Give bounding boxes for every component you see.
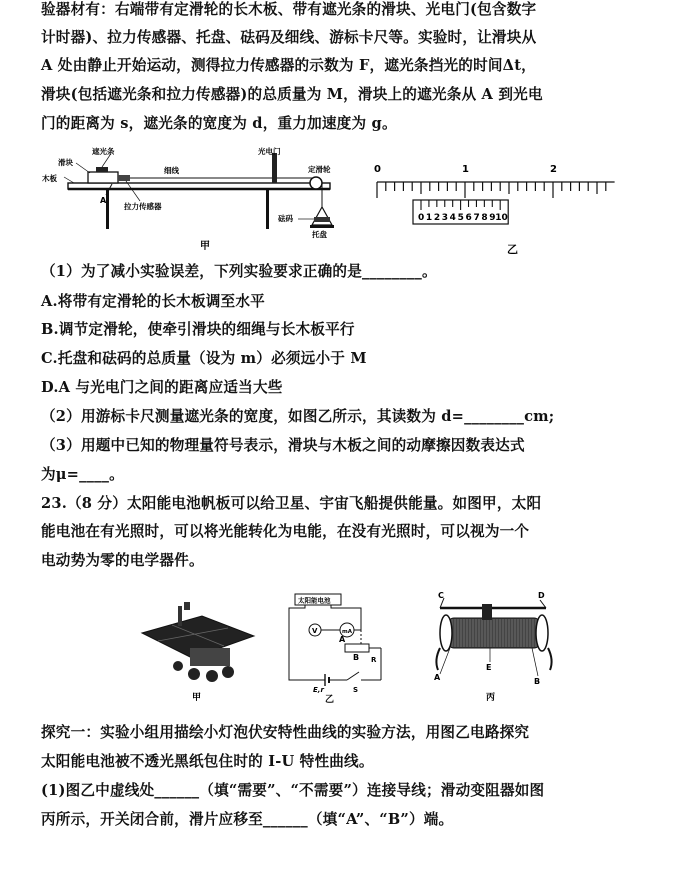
label-gate: 光电门 (258, 147, 281, 156)
explore-line-1: 探究一：实验小组用描绘小灯泡伏安特性曲线的实验方法，用图乙电路探究 (41, 724, 530, 741)
label-c: C (438, 591, 444, 600)
solar-rover-figure (132, 588, 262, 708)
vernier-scale-label: 10 (495, 213, 508, 223)
svg-text:B: B (353, 653, 360, 662)
label-tray: 托盘 (312, 230, 327, 239)
label-solar-cell: 太阳能电池 (298, 596, 331, 605)
label-re: E (486, 663, 492, 672)
option-a: A.将带有定滑轮的长木板调至水平 (41, 293, 265, 310)
svg-text:S: S (353, 686, 359, 694)
rover-wheel (188, 668, 200, 680)
main-scale-label: 0 (374, 164, 381, 175)
label-a: A (100, 196, 107, 205)
question-3: （3）用题中已知的物理量符号表示，滑块与木板之间的动摩擦因数表达式 (41, 437, 525, 454)
option-d: D.A 与光电门之间的距离应适当大些 (41, 379, 283, 396)
caption-bing: 丙 (486, 693, 496, 703)
shade-strip (96, 167, 108, 172)
vernier-scale-label: 1 (425, 213, 433, 223)
question-3-answer: 为μ=____。 (41, 466, 124, 483)
intro-line-4: 滑块(包括遮光条和拉力传感器)的总质量为 M，滑块上的遮光条从 A 到光电 (41, 86, 543, 103)
circuit-figure (285, 588, 395, 708)
label-string: 细线 (164, 166, 179, 175)
svg-text:A: A (339, 635, 346, 644)
intro-line-5: 门的距离为 s，遮光条的宽度为 d，重力加速度为 g。 (41, 115, 397, 132)
vernier-scale-label: 8 (481, 213, 488, 223)
label-pulley: 定滑轮 (308, 165, 331, 174)
vernier-scale-label: 2 (433, 213, 441, 223)
explore-line-4: 丙所示，开关闭合前，滑片应移至______（填“A”、“B”）端。 (41, 811, 454, 828)
main-scale (374, 164, 615, 198)
intro-line-1: 验器材有：右端带有定滑轮的长木板、带有遮光条的滑块、光电门(包含数字 (41, 1, 537, 18)
problem-23-line-2: 能电池在有光照时，可以将光能转化为电能，在没有光照时，可以视为一个 (41, 523, 530, 540)
label-ra: A (434, 673, 441, 682)
label-shade: 遮光条 (92, 147, 115, 156)
vernier-scale-label: 4 (449, 213, 456, 223)
svg-text:V: V (312, 627, 318, 635)
explore-line-3: (1)图乙中虚线处______（填“需要”、“不需要”）连接导线；滑动变阻器如图 (41, 782, 545, 799)
svg-text:R: R (371, 656, 377, 664)
rheostat-figure (420, 588, 560, 708)
option-c: C.托盘和砝码的总质量（设为 m）必须远小于 M (41, 350, 367, 367)
problem-23-line-3: 电动势为零的电学器件。 (41, 552, 204, 569)
label-sensor: 拉力传感器 (124, 202, 162, 211)
explore-line-2: 太阳能电池被不透光黑纸包住时的 I-U 特性曲线。 (41, 753, 374, 770)
rheostat-symbol (345, 644, 369, 652)
pulley (310, 177, 322, 189)
vernier-scale-label: 6 (465, 213, 472, 223)
board-leg-right (266, 189, 269, 229)
caption-yi-1: 乙 (507, 243, 518, 256)
switch-symbol (347, 672, 359, 680)
question-1: （1）为了减小实验误差，下列实验要求正确的是________。 (41, 263, 437, 280)
slider-block (88, 172, 118, 183)
caption-yi-2: 乙 (325, 695, 335, 705)
vernier-figure (365, 152, 615, 262)
label-d: D (538, 591, 545, 600)
main-scale-label: 2 (550, 164, 557, 175)
svg-text:E,r: E,r (313, 686, 324, 694)
label-board: 木板 (42, 174, 57, 183)
caption-jia-2: 甲 (192, 693, 202, 703)
apparatus-figure (40, 145, 360, 255)
svg-text:mA: mA (342, 629, 352, 635)
weights-tray (312, 207, 332, 225)
vernier-scale-label: 9 (489, 213, 496, 223)
vernier-scale-label: 5 (457, 213, 464, 223)
question-2: （2）用游标卡尺测量遮光条的宽度，如图乙所示，其读数为 d=________cm; (41, 408, 555, 425)
main-scale-label: 1 (462, 164, 469, 175)
problem-23-line-1: 23.（8 分）太阳能电池帆板可以给卫星、宇宙飞船提供能量。如图甲，太阳 (41, 495, 542, 512)
force-sensor (118, 175, 130, 181)
photogate (272, 153, 277, 183)
vernier-scale (413, 200, 508, 224)
intro-line-3: A 处由静止开始运动，测得拉力传感器的示数为 F，遮光条挡光的时间Δt， (41, 57, 536, 74)
label-rb: B (534, 677, 541, 686)
label-slider: 滑块 (58, 158, 73, 167)
option-b: B.调节定滑轮，使牵引滑块的细绳与长木板平行 (41, 321, 355, 338)
vernier-scale-label: 7 (473, 213, 480, 223)
vernier-scale-label: 0 (418, 213, 425, 223)
intro-line-2: 计时器)、拉力传感器、托盘、砝码及细线、游标卡尺等。实验时，让滑块从 (41, 29, 537, 46)
caption-jia-1: 甲 (200, 241, 210, 252)
rheostat-slider (482, 604, 492, 620)
vernier-scale-label: 3 (441, 213, 449, 223)
label-weights: 砝码 (278, 214, 293, 223)
